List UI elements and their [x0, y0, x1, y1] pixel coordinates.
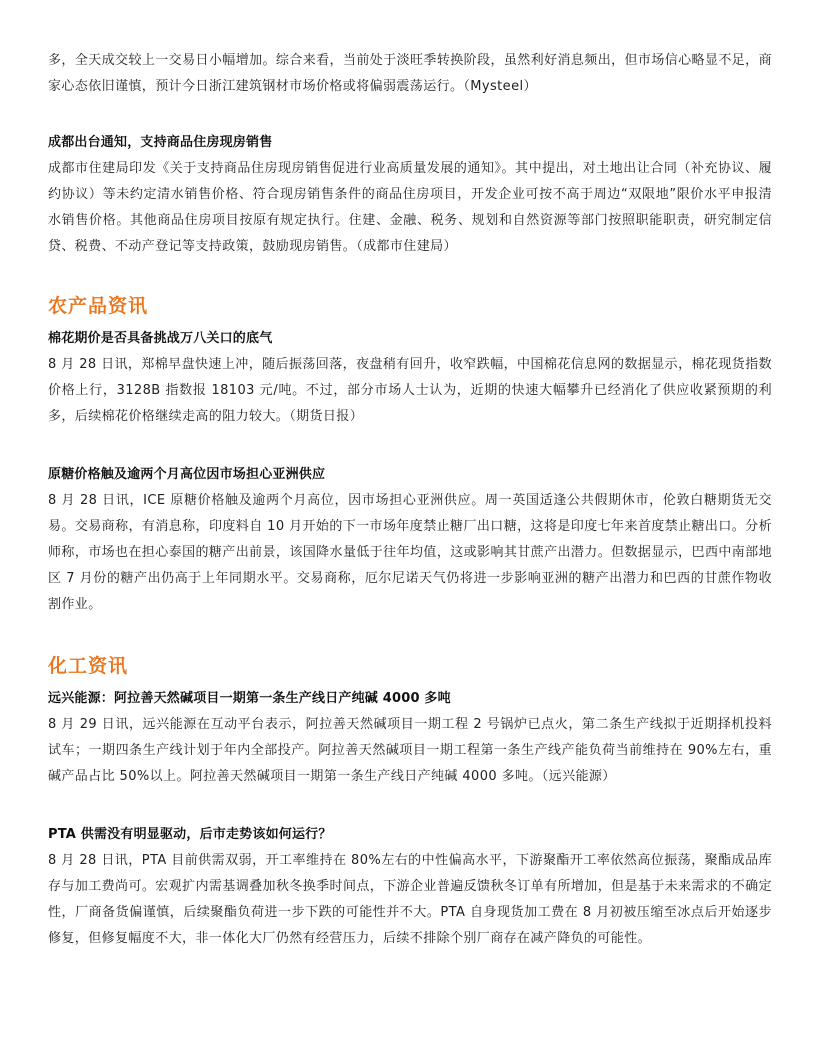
article-body: 8 月 28 日讯，PTA 目前供需双弱，开工率维持在 80%左右的中性偏高水平，下游聚酯开工率依然高位振荡，聚酯成品库存与加工费尚可。宏观扩内需基调叠加秋冬换季时间点，下游企业普遍反馈秋冬订单有所增加，但是基于未来需求的不确定性，厂商备货偏谨慎，后续聚酯负荷进一步下跌的可能性并不大。PTA 自身现货加工费在 8 月初被压缩至冰点后开始逐步修复，但修复幅度不大，非一体化大厂仍然有经营压力，后续不排除个别厂商存在减产降负的可能性。	[48, 853, 772, 946]
article-body: 8 月 29 日讯，远兴能源在互动平台表示，阿拉善天然碱项目一期工程 2 号锅炉已点火，第二条生产线拟于近期择机投料试车；一期四条生产线计划于年内全部投产。阿拉善天然碱项目一期工程第一条生产线产能负荷当前维持在 90%左右，重碱产品占比 50%以上。阿拉善天然碱项目一期第一条生产线日产纯碱 4000 多吨。（远兴能源）	[48, 717, 772, 784]
article-pta	[48, 822, 772, 952]
article-chengdu	[48, 130, 772, 260]
article-title: 原糖价格触及逾两个月高位因市场担心亚洲供应	[48, 467, 326, 482]
section-title-agri: 农产品资讯	[48, 295, 149, 317]
article-cotton	[48, 326, 772, 430]
article-title: PTA 供需没有明显驱动，后市走势该如何运行？	[48, 827, 332, 842]
intro-block	[48, 48, 772, 100]
section-title-chem: 化工资讯	[48, 655, 129, 677]
article-body: 8 月 28 日讯，郑棉早盘快速上冲，随后振荡回落，夜盘稍有回升，收窄跌幅，中国棉花信息网的数据显示，棉花现货指数价格上行，3128B 指数报 18103 元/吨。不过，部分市场人士认为，近期的快速大幅攀升已经消化了供应收紧预期的利多，后续棉花价格继续走高的阻力较大。（期货日报）	[48, 357, 772, 424]
article-body: 8 月 28 日讯，ICE 原糖价格触及逾两个月高位，因市场担心亚洲供应。周一英国适逢公共假期休市，伦敦白糖期货无交易。交易商称，有消息称，印度料自 10 月开始的下一市场年度禁止糖厂出口糖，这将是印度七年来首度禁止糖出口。分析师称，市场也在担心泰国的糖产出前景，该国降水量低于往年均值，这或影响其甘蔗产出潜力。但数据显示，巴西中南部地区 7 月份的糖产出仍高于上年同期水平。交易商称，厄尔尼诺天气仍将进一步影响亚洲的糖产出潜力和巴西的甘蔗作物收割作业。	[48, 493, 772, 612]
article-body: 成都市住建局印发《关于支持商品住房现房销售促进行业高质量发展的通知》。其中提出，对土地出让合同（补充协议、履约协议）等未约定清水销售价格、符合现房销售条件的商品住房项目，开发企业可按不高于周边“双限地”限价水平申报清水销售价格。其他商品住房项目按原有规定执行。住建、金融、税务、规划和自然资源等部门按照职能职责，研究制定信贷、税费、不动产登记等支持政策，鼓励现房销售。（成都市住建局）	[48, 161, 772, 254]
article-yuanxing	[48, 686, 772, 790]
article-sugar	[48, 462, 772, 618]
article-title: 成都出台通知，支持商品住房现房销售	[48, 135, 273, 150]
article-title: 棉花期价是否具备挑战万八关口的底气	[48, 331, 273, 346]
article-title: 远兴能源：阿拉善天然碱项目一期第一条生产线日产纯碱 4000 多吨	[48, 691, 451, 706]
intro-paragraph: 多，全天成交较上一交易日小幅增加。综合来看，当前处于淡旺季转换阶段，虽然利好消息频出，但市场信心略显不足，商家心态依旧谨慎，预计今日浙江建筑钢材市场价格或将偏弱震荡运行。（Mysteel）	[48, 53, 772, 94]
